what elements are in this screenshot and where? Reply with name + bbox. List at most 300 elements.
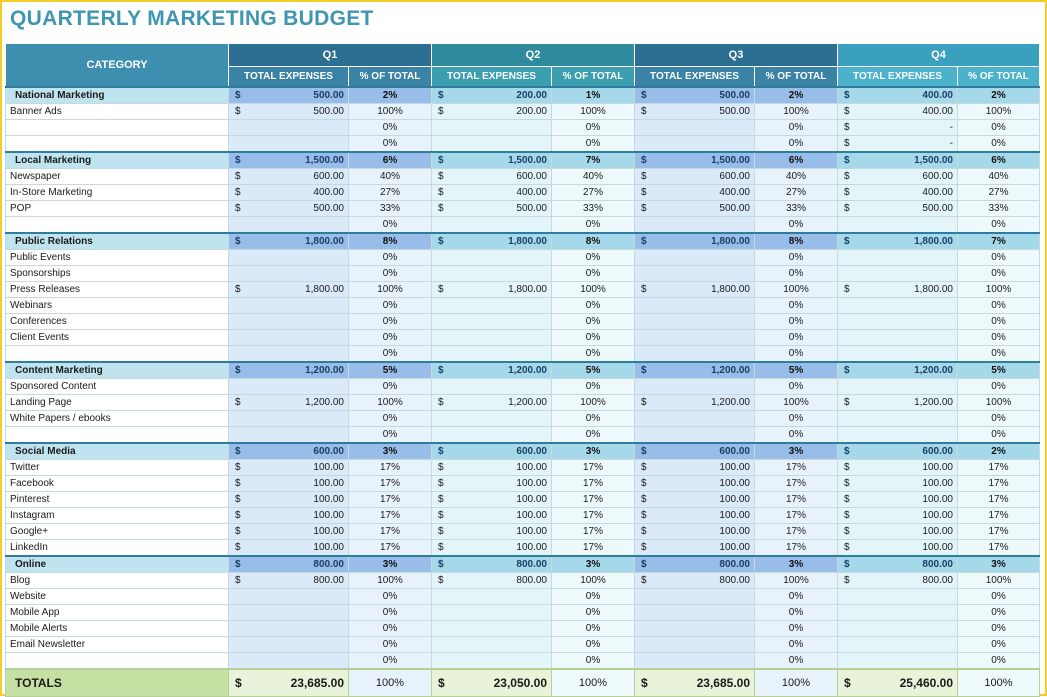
q2-expense-cell[interactable] xyxy=(432,136,552,153)
q4-expense-cell[interactable] xyxy=(838,104,958,120)
q3-expense-cell[interactable] xyxy=(635,120,755,136)
q1-pct-cell[interactable]: 3% xyxy=(349,443,432,460)
line-item-label[interactable]: Webinars xyxy=(6,298,229,314)
q1-expense-cell[interactable] xyxy=(229,589,349,605)
q4-expense-cell[interactable] xyxy=(838,185,958,201)
category-group-label[interactable]: National Marketing xyxy=(6,87,229,104)
q4-pct-cell[interactable]: 3% xyxy=(958,556,1040,573)
line-item-label[interactable]: Instagram xyxy=(6,508,229,524)
q3-pct-cell[interactable]: 100% xyxy=(755,282,838,298)
q1-pct-cell[interactable]: 0% xyxy=(349,330,432,346)
q2-expense-cell[interactable] xyxy=(432,217,552,234)
category-group-label[interactable]: Public Relations xyxy=(6,233,229,250)
q2-pct-cell[interactable]: 0% xyxy=(552,653,635,670)
q3-expense-cell[interactable] xyxy=(635,379,755,395)
q4-pct-cell[interactable]: 2% xyxy=(958,87,1040,104)
q2-expense-cell[interactable] xyxy=(432,266,552,282)
q3-expense-cell[interactable] xyxy=(635,492,755,508)
q4-expense-cell[interactable] xyxy=(838,492,958,508)
q2-pct-cell[interactable]: 100% xyxy=(552,573,635,589)
q1-expense-cell[interactable] xyxy=(229,379,349,395)
q1-pct-cell[interactable]: 2% xyxy=(349,87,432,104)
q1-expense-cell[interactable] xyxy=(229,637,349,653)
q1-expense-cell[interactable] xyxy=(229,573,349,589)
q1-expense-cell[interactable] xyxy=(229,508,349,524)
q4-pct-cell[interactable]: 17% xyxy=(958,476,1040,492)
q3-expense-cell[interactable] xyxy=(635,217,755,234)
q2-expense-cell[interactable] xyxy=(432,460,552,476)
q1-pct-cell[interactable]: 6% xyxy=(349,152,432,169)
q1-expense-cell[interactable] xyxy=(229,298,349,314)
q1-total-cell[interactable] xyxy=(229,669,349,697)
q2-pct-cell[interactable]: 27% xyxy=(552,185,635,201)
category-group-label[interactable]: Online xyxy=(6,556,229,573)
line-item-label[interactable] xyxy=(6,427,229,444)
q1-expense-cell[interactable] xyxy=(229,330,349,346)
q2-pct-cell[interactable]: 100% xyxy=(552,104,635,120)
q1-expense-cell[interactable] xyxy=(229,169,349,185)
q3-expense-cell[interactable] xyxy=(635,104,755,120)
q4-pct-cell[interactable]: 0% xyxy=(958,298,1040,314)
q4-pct-cell[interactable]: 17% xyxy=(958,460,1040,476)
q3-pct-cell[interactable]: 0% xyxy=(755,266,838,282)
q1-pct-cell[interactable]: 0% xyxy=(349,136,432,153)
q2-expense-cell[interactable] xyxy=(432,637,552,653)
q2-pct-cell[interactable]: 0% xyxy=(552,427,635,444)
q3-expense-cell[interactable] xyxy=(635,330,755,346)
line-item-label[interactable]: Blog xyxy=(6,573,229,589)
category-group-label[interactable]: Local Marketing xyxy=(6,152,229,169)
q4-expense-cell[interactable] xyxy=(838,282,958,298)
q4-pct-cell[interactable]: 33% xyxy=(958,201,1040,217)
q4-pct-cell[interactable]: 0% xyxy=(958,250,1040,266)
q1-pct-cell[interactable]: 5% xyxy=(349,362,432,379)
q1-pct-cell[interactable]: 27% xyxy=(349,185,432,201)
line-item-label[interactable] xyxy=(6,346,229,363)
q1-pct-cell[interactable]: 0% xyxy=(349,250,432,266)
q3-pct-cell[interactable]: 0% xyxy=(755,605,838,621)
q3-pct-cell[interactable]: 17% xyxy=(755,492,838,508)
category-group-label[interactable]: Content Marketing xyxy=(6,362,229,379)
q2-total-pct[interactable]: 100% xyxy=(552,669,635,697)
q1-expense-cell[interactable] xyxy=(229,266,349,282)
q1-expense-cell[interactable] xyxy=(229,556,349,573)
q2-pct-cell[interactable]: 0% xyxy=(552,605,635,621)
q4-pct-cell[interactable]: 100% xyxy=(958,282,1040,298)
q2-expense-cell[interactable] xyxy=(432,411,552,427)
q1-pct-cell[interactable]: 40% xyxy=(349,169,432,185)
q1-pct-cell[interactable]: 100% xyxy=(349,395,432,411)
q4-expense-cell[interactable] xyxy=(838,540,958,557)
q4-pct-cell[interactable]: 5% xyxy=(958,362,1040,379)
q2-expense-cell[interactable] xyxy=(432,508,552,524)
q2-pct-cell[interactable]: 0% xyxy=(552,250,635,266)
q3-pct-cell[interactable]: 0% xyxy=(755,136,838,153)
line-item-label[interactable]: LinkedIn xyxy=(6,540,229,557)
q4-expense-cell[interactable] xyxy=(838,233,958,250)
q3-pct-cell[interactable]: 2% xyxy=(755,87,838,104)
line-item-label[interactable] xyxy=(6,217,229,234)
q2-expense-cell[interactable] xyxy=(432,379,552,395)
q3-expense-cell[interactable] xyxy=(635,185,755,201)
q2-expense-cell[interactable] xyxy=(432,330,552,346)
q3-pct-cell[interactable]: 8% xyxy=(755,233,838,250)
q1-pct-cell[interactable]: 17% xyxy=(349,492,432,508)
q1-expense-cell[interactable] xyxy=(229,120,349,136)
q2-pct-cell[interactable]: 100% xyxy=(552,395,635,411)
q2-total-cell[interactable] xyxy=(432,669,552,697)
q1-pct-cell[interactable]: 0% xyxy=(349,605,432,621)
q2-pct-cell[interactable]: 0% xyxy=(552,411,635,427)
q3-expense-cell[interactable] xyxy=(635,266,755,282)
line-item-label[interactable]: Banner Ads xyxy=(6,104,229,120)
q4-expense-cell[interactable] xyxy=(838,120,958,136)
q1-pct-cell[interactable]: 100% xyxy=(349,573,432,589)
q1-pct-cell[interactable]: 0% xyxy=(349,637,432,653)
q3-pct-cell[interactable]: 0% xyxy=(755,411,838,427)
q3-expense-cell[interactable] xyxy=(635,362,755,379)
q2-pct-cell[interactable]: 0% xyxy=(552,330,635,346)
q4-pct-cell[interactable]: 0% xyxy=(958,120,1040,136)
q1-pct-cell[interactable]: 17% xyxy=(349,540,432,557)
line-item-label[interactable]: Public Events xyxy=(6,250,229,266)
q1-pct-cell[interactable]: 0% xyxy=(349,411,432,427)
q2-expense-cell[interactable] xyxy=(432,653,552,670)
q1-expense-cell[interactable] xyxy=(229,201,349,217)
q1-pct-cell[interactable]: 8% xyxy=(349,233,432,250)
q4-expense-cell[interactable] xyxy=(838,508,958,524)
q1-pct-cell[interactable]: 0% xyxy=(349,346,432,363)
q2-pct-cell[interactable]: 0% xyxy=(552,589,635,605)
q3-expense-cell[interactable] xyxy=(635,540,755,557)
q3-expense-cell[interactable] xyxy=(635,411,755,427)
line-item-label[interactable]: White Papers / ebooks xyxy=(6,411,229,427)
q4-expense-cell[interactable] xyxy=(838,621,958,637)
q1-expense-cell[interactable] xyxy=(229,395,349,411)
q4-expense-cell[interactable] xyxy=(838,589,958,605)
q1-expense-cell[interactable] xyxy=(229,152,349,169)
q1-expense-cell[interactable] xyxy=(229,540,349,557)
q1-expense-cell[interactable] xyxy=(229,460,349,476)
q4-expense-cell[interactable] xyxy=(838,152,958,169)
q3-expense-cell[interactable] xyxy=(635,605,755,621)
q2-expense-cell[interactable] xyxy=(432,282,552,298)
q2-expense-cell[interactable] xyxy=(432,492,552,508)
line-item-label[interactable]: Newspaper xyxy=(6,169,229,185)
q2-pct-cell[interactable]: 100% xyxy=(552,282,635,298)
q4-pct-cell[interactable]: 0% xyxy=(958,314,1040,330)
q4-expense-cell[interactable] xyxy=(838,395,958,411)
q2-pct-cell[interactable]: 0% xyxy=(552,379,635,395)
q4-expense-cell[interactable] xyxy=(838,443,958,460)
q1-pct-cell[interactable]: 0% xyxy=(349,314,432,330)
q2-pct-cell[interactable]: 0% xyxy=(552,621,635,637)
q4-expense-cell[interactable] xyxy=(838,427,958,444)
q4-expense-cell[interactable] xyxy=(838,330,958,346)
q2-expense-cell[interactable] xyxy=(432,573,552,589)
q3-expense-cell[interactable] xyxy=(635,298,755,314)
q4-expense-cell[interactable] xyxy=(838,169,958,185)
q3-expense-cell[interactable] xyxy=(635,169,755,185)
q1-expense-cell[interactable] xyxy=(229,443,349,460)
line-item-label[interactable] xyxy=(6,653,229,670)
q3-total-pct[interactable]: 100% xyxy=(755,669,838,697)
q3-pct-cell[interactable]: 0% xyxy=(755,346,838,363)
q1-expense-cell[interactable] xyxy=(229,185,349,201)
q2-pct-cell[interactable]: 0% xyxy=(552,298,635,314)
q4-total-pct[interactable]: 100% xyxy=(958,669,1040,697)
q3-expense-cell[interactable] xyxy=(635,621,755,637)
q3-expense-cell[interactable] xyxy=(635,282,755,298)
q1-expense-cell[interactable] xyxy=(229,427,349,444)
q1-pct-cell[interactable]: 0% xyxy=(349,298,432,314)
q4-pct-cell[interactable]: 100% xyxy=(958,395,1040,411)
q1-pct-cell[interactable]: 17% xyxy=(349,476,432,492)
q2-expense-cell[interactable] xyxy=(432,556,552,573)
q3-pct-cell[interactable]: 0% xyxy=(755,427,838,444)
q2-pct-cell[interactable]: 17% xyxy=(552,540,635,557)
q1-pct-cell[interactable]: 0% xyxy=(349,621,432,637)
q1-expense-cell[interactable] xyxy=(229,605,349,621)
q3-expense-cell[interactable] xyxy=(635,136,755,153)
q1-pct-cell[interactable]: 17% xyxy=(349,524,432,540)
line-item-label[interactable] xyxy=(6,120,229,136)
q3-expense-cell[interactable] xyxy=(635,476,755,492)
line-item-label[interactable]: In-Store Marketing xyxy=(6,185,229,201)
q2-expense-cell[interactable] xyxy=(432,443,552,460)
q2-pct-cell[interactable]: 17% xyxy=(552,460,635,476)
q4-expense-cell[interactable] xyxy=(838,250,958,266)
q2-expense-cell[interactable] xyxy=(432,152,552,169)
q4-expense-cell[interactable] xyxy=(838,476,958,492)
q2-expense-cell[interactable] xyxy=(432,524,552,540)
q2-expense-cell[interactable] xyxy=(432,621,552,637)
q4-expense-cell[interactable] xyxy=(838,217,958,234)
q2-pct-cell[interactable]: 0% xyxy=(552,217,635,234)
q4-expense-cell[interactable] xyxy=(838,362,958,379)
q1-expense-cell[interactable] xyxy=(229,282,349,298)
q1-expense-cell[interactable] xyxy=(229,621,349,637)
q2-pct-cell[interactable]: 0% xyxy=(552,637,635,653)
q3-expense-cell[interactable] xyxy=(635,233,755,250)
q2-expense-cell[interactable] xyxy=(432,540,552,557)
q2-pct-cell[interactable]: 40% xyxy=(552,169,635,185)
q3-pct-cell[interactable]: 5% xyxy=(755,362,838,379)
q3-pct-cell[interactable]: 100% xyxy=(755,395,838,411)
q2-expense-cell[interactable] xyxy=(432,120,552,136)
q3-pct-cell[interactable]: 0% xyxy=(755,379,838,395)
q4-pct-cell[interactable]: 0% xyxy=(958,605,1040,621)
q2-pct-cell[interactable]: 0% xyxy=(552,120,635,136)
line-item-label[interactable]: Website xyxy=(6,589,229,605)
q3-pct-cell[interactable]: 17% xyxy=(755,508,838,524)
q4-expense-cell[interactable] xyxy=(838,379,958,395)
q2-expense-cell[interactable] xyxy=(432,233,552,250)
q4-expense-cell[interactable] xyxy=(838,411,958,427)
q2-expense-cell[interactable] xyxy=(432,104,552,120)
q2-expense-cell[interactable] xyxy=(432,298,552,314)
line-item-label[interactable]: Email Newsletter xyxy=(6,637,229,653)
line-item-label[interactable]: Pinterest xyxy=(6,492,229,508)
q3-expense-cell[interactable] xyxy=(635,653,755,670)
q1-expense-cell[interactable] xyxy=(229,217,349,234)
q4-expense-cell[interactable] xyxy=(838,266,958,282)
q2-pct-cell[interactable]: 8% xyxy=(552,233,635,250)
q3-pct-cell[interactable]: 27% xyxy=(755,185,838,201)
q1-expense-cell[interactable] xyxy=(229,524,349,540)
q1-expense-cell[interactable] xyxy=(229,476,349,492)
q4-total-cell[interactable] xyxy=(838,669,958,697)
q1-expense-cell[interactable] xyxy=(229,653,349,670)
q1-pct-cell[interactable]: 0% xyxy=(349,120,432,136)
q1-expense-cell[interactable] xyxy=(229,87,349,104)
q3-pct-cell[interactable]: 0% xyxy=(755,637,838,653)
q3-expense-cell[interactable] xyxy=(635,589,755,605)
line-item-label[interactable]: Press Releases xyxy=(6,282,229,298)
q4-pct-cell[interactable]: 40% xyxy=(958,169,1040,185)
q4-pct-cell[interactable]: 0% xyxy=(958,589,1040,605)
q3-expense-cell[interactable] xyxy=(635,508,755,524)
q1-expense-cell[interactable] xyxy=(229,362,349,379)
q1-pct-cell[interactable]: 0% xyxy=(349,427,432,444)
q4-expense-cell[interactable] xyxy=(838,298,958,314)
q2-expense-cell[interactable] xyxy=(432,185,552,201)
q2-expense-cell[interactable] xyxy=(432,346,552,363)
q1-pct-cell[interactable]: 0% xyxy=(349,589,432,605)
q4-pct-cell[interactable]: 17% xyxy=(958,524,1040,540)
q2-expense-cell[interactable] xyxy=(432,87,552,104)
q3-pct-cell[interactable]: 0% xyxy=(755,298,838,314)
q4-pct-cell[interactable]: 2% xyxy=(958,443,1040,460)
q4-expense-cell[interactable] xyxy=(838,346,958,363)
q2-pct-cell[interactable]: 1% xyxy=(552,87,635,104)
q4-expense-cell[interactable] xyxy=(838,637,958,653)
q3-expense-cell[interactable] xyxy=(635,556,755,573)
q4-pct-cell[interactable]: 0% xyxy=(958,637,1040,653)
q4-expense-cell[interactable] xyxy=(838,605,958,621)
q2-pct-cell[interactable]: 0% xyxy=(552,136,635,153)
q3-expense-cell[interactable] xyxy=(635,460,755,476)
q2-pct-cell[interactable]: 7% xyxy=(552,152,635,169)
line-item-label[interactable]: Landing Page xyxy=(6,395,229,411)
q2-pct-cell[interactable]: 5% xyxy=(552,362,635,379)
q3-expense-cell[interactable] xyxy=(635,524,755,540)
q4-pct-cell[interactable]: 0% xyxy=(958,379,1040,395)
line-item-label[interactable]: Sponsorships xyxy=(6,266,229,282)
q3-pct-cell[interactable]: 0% xyxy=(755,589,838,605)
q2-pct-cell[interactable]: 0% xyxy=(552,346,635,363)
q3-expense-cell[interactable] xyxy=(635,314,755,330)
q3-pct-cell[interactable]: 0% xyxy=(755,621,838,637)
q2-pct-cell[interactable]: 17% xyxy=(552,524,635,540)
line-item-label[interactable]: Client Events xyxy=(6,330,229,346)
q4-expense-cell[interactable] xyxy=(838,460,958,476)
q2-expense-cell[interactable] xyxy=(432,362,552,379)
q1-pct-cell[interactable]: 100% xyxy=(349,104,432,120)
q2-pct-cell[interactable]: 17% xyxy=(552,508,635,524)
q2-expense-cell[interactable] xyxy=(432,605,552,621)
q4-expense-cell[interactable] xyxy=(838,87,958,104)
q4-pct-cell[interactable]: 0% xyxy=(958,330,1040,346)
line-item-label[interactable]: Twitter xyxy=(6,460,229,476)
q1-pct-cell[interactable]: 17% xyxy=(349,508,432,524)
q2-pct-cell[interactable]: 0% xyxy=(552,266,635,282)
q2-expense-cell[interactable] xyxy=(432,395,552,411)
q4-pct-cell[interactable]: 7% xyxy=(958,233,1040,250)
line-item-label[interactable]: Mobile App xyxy=(6,605,229,621)
q1-expense-cell[interactable] xyxy=(229,104,349,120)
q3-expense-cell[interactable] xyxy=(635,637,755,653)
q2-expense-cell[interactable] xyxy=(432,201,552,217)
q1-expense-cell[interactable] xyxy=(229,233,349,250)
q3-expense-cell[interactable] xyxy=(635,346,755,363)
q3-pct-cell[interactable]: 100% xyxy=(755,104,838,120)
q3-pct-cell[interactable]: 0% xyxy=(755,314,838,330)
q4-pct-cell[interactable]: 0% xyxy=(958,217,1040,234)
category-group-label[interactable]: Social Media xyxy=(6,443,229,460)
q4-pct-cell[interactable]: 0% xyxy=(958,427,1040,444)
line-item-label[interactable]: POP xyxy=(6,201,229,217)
q3-expense-cell[interactable] xyxy=(635,87,755,104)
q4-expense-cell[interactable] xyxy=(838,653,958,670)
q4-pct-cell[interactable]: 6% xyxy=(958,152,1040,169)
q4-pct-cell[interactable]: 100% xyxy=(958,104,1040,120)
q4-expense-cell[interactable] xyxy=(838,556,958,573)
q4-pct-cell[interactable]: 0% xyxy=(958,653,1040,670)
q1-pct-cell[interactable]: 0% xyxy=(349,653,432,670)
q2-pct-cell[interactable]: 3% xyxy=(552,443,635,460)
q2-expense-cell[interactable] xyxy=(432,427,552,444)
q3-expense-cell[interactable] xyxy=(635,443,755,460)
q3-expense-cell[interactable] xyxy=(635,201,755,217)
q2-pct-cell[interactable]: 17% xyxy=(552,492,635,508)
q3-pct-cell[interactable]: 100% xyxy=(755,573,838,589)
q1-pct-cell[interactable]: 3% xyxy=(349,556,432,573)
line-item-label[interactable]: Conferences xyxy=(6,314,229,330)
q4-pct-cell[interactable]: 0% xyxy=(958,266,1040,282)
q3-pct-cell[interactable]: 17% xyxy=(755,540,838,557)
q4-pct-cell[interactable]: 0% xyxy=(958,346,1040,363)
q1-expense-cell[interactable] xyxy=(229,492,349,508)
q2-expense-cell[interactable] xyxy=(432,476,552,492)
q3-pct-cell[interactable]: 0% xyxy=(755,250,838,266)
q1-pct-cell[interactable]: 0% xyxy=(349,379,432,395)
q1-pct-cell[interactable]: 100% xyxy=(349,282,432,298)
q3-pct-cell[interactable]: 17% xyxy=(755,476,838,492)
q3-total-cell[interactable] xyxy=(635,669,755,697)
q3-pct-cell[interactable]: 0% xyxy=(755,120,838,136)
q1-expense-cell[interactable] xyxy=(229,346,349,363)
q3-expense-cell[interactable] xyxy=(635,395,755,411)
q3-pct-cell[interactable]: 3% xyxy=(755,556,838,573)
q3-pct-cell[interactable]: 17% xyxy=(755,460,838,476)
q4-pct-cell[interactable]: 100% xyxy=(958,573,1040,589)
q4-pct-cell[interactable]: 27% xyxy=(958,185,1040,201)
q4-pct-cell[interactable]: 17% xyxy=(958,508,1040,524)
q4-pct-cell[interactable]: 0% xyxy=(958,411,1040,427)
q4-expense-cell[interactable] xyxy=(838,136,958,153)
q1-total-pct[interactable]: 100% xyxy=(349,669,432,697)
q3-expense-cell[interactable] xyxy=(635,573,755,589)
q1-pct-cell[interactable]: 33% xyxy=(349,201,432,217)
q3-pct-cell[interactable]: 33% xyxy=(755,201,838,217)
q2-pct-cell[interactable]: 3% xyxy=(552,556,635,573)
q2-expense-cell[interactable] xyxy=(432,314,552,330)
q4-expense-cell[interactable] xyxy=(838,524,958,540)
q1-expense-cell[interactable] xyxy=(229,250,349,266)
q4-expense-cell[interactable] xyxy=(838,201,958,217)
q2-expense-cell[interactable] xyxy=(432,169,552,185)
